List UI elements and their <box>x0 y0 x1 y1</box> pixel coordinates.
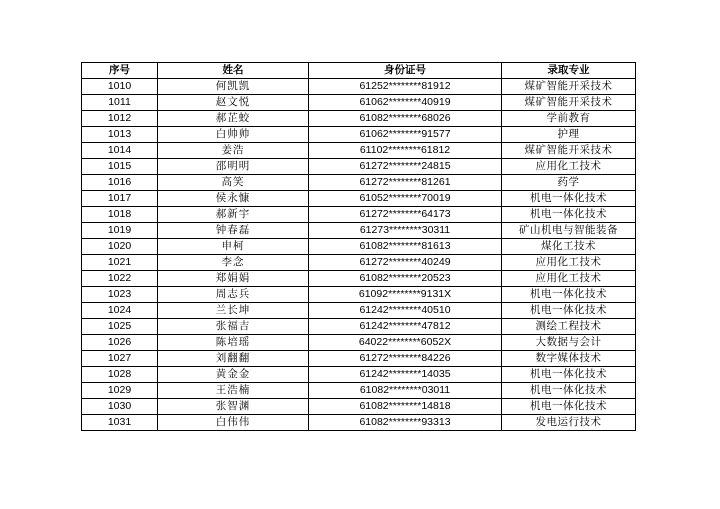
cell-id-number: 61092********9131X <box>309 287 502 303</box>
cell-id-number: 61272********24815 <box>309 159 502 175</box>
cell-major: 数字媒体技术 <box>502 351 636 367</box>
cell-major: 应用化工技术 <box>502 159 636 175</box>
cell-name: 周志兵 <box>158 287 309 303</box>
cell-serial: 1027 <box>82 351 158 367</box>
cell-major: 应用化工技术 <box>502 271 636 287</box>
cell-name: 李念 <box>158 255 309 271</box>
cell-serial: 1020 <box>82 239 158 255</box>
table-row <box>82 239 636 255</box>
cell-serial: 1028 <box>82 367 158 383</box>
table-row <box>82 79 636 95</box>
cell-major: 煤矿智能开采技术 <box>502 143 636 159</box>
cell-id-number: 61082********20523 <box>309 271 502 287</box>
table-row <box>82 303 636 319</box>
table-body <box>82 79 636 431</box>
cell-name: 钟春磊 <box>158 223 309 239</box>
cell-serial: 1013 <box>82 127 158 143</box>
cell-serial: 1015 <box>82 159 158 175</box>
cell-name: 陈培瑶 <box>158 335 309 351</box>
cell-id-number: 61242********14035 <box>309 367 502 383</box>
cell-name: 白伟伟 <box>158 415 309 431</box>
cell-name: 赵文悦 <box>158 95 309 111</box>
cell-serial: 1024 <box>82 303 158 319</box>
cell-name: 郑娟娟 <box>158 271 309 287</box>
cell-id-number: 61082********03011 <box>309 383 502 399</box>
table-row <box>82 175 636 191</box>
cell-major: 机电一体化技术 <box>502 383 636 399</box>
cell-serial: 1012 <box>82 111 158 127</box>
cell-major: 学前教育 <box>502 111 636 127</box>
table-row <box>82 383 636 399</box>
table-row <box>82 255 636 271</box>
cell-id-number: 61242********47812 <box>309 319 502 335</box>
cell-name: 王浩楠 <box>158 383 309 399</box>
cell-id-number: 61082********14818 <box>309 399 502 415</box>
cell-major: 机电一体化技术 <box>502 367 636 383</box>
header-name: 姓名 <box>158 63 309 79</box>
cell-major: 护理 <box>502 127 636 143</box>
cell-id-number: 61062********91577 <box>309 127 502 143</box>
cell-id-number: 61272********64173 <box>309 207 502 223</box>
cell-major: 发电运行技术 <box>502 415 636 431</box>
cell-name: 兰长坤 <box>158 303 309 319</box>
cell-id-number: 61102********61812 <box>309 143 502 159</box>
table-row <box>82 271 636 287</box>
cell-serial: 1014 <box>82 143 158 159</box>
cell-major: 测绘工程技术 <box>502 319 636 335</box>
cell-major: 大数据与会计 <box>502 335 636 351</box>
header-id-number: 身份证号 <box>309 63 502 79</box>
cell-id-number: 61082********93313 <box>309 415 502 431</box>
cell-serial: 1023 <box>82 287 158 303</box>
cell-id-number: 61272********40249 <box>309 255 502 271</box>
cell-major: 矿山机电与智能装备 <box>502 223 636 239</box>
cell-major: 药学 <box>502 175 636 191</box>
cell-name: 刘翻翻 <box>158 351 309 367</box>
cell-serial: 1010 <box>82 79 158 95</box>
cell-name: 申柯 <box>158 239 309 255</box>
table-row <box>82 159 636 175</box>
table-row <box>82 127 636 143</box>
cell-name: 郝芷蛟 <box>158 111 309 127</box>
cell-id-number: 61062********40919 <box>309 95 502 111</box>
cell-id-number: 61272********84226 <box>309 351 502 367</box>
cell-serial: 1031 <box>82 415 158 431</box>
cell-name: 邵明明 <box>158 159 309 175</box>
cell-name: 高笑 <box>158 175 309 191</box>
cell-serial: 1017 <box>82 191 158 207</box>
table-row <box>82 95 636 111</box>
cell-name: 黄金金 <box>158 367 309 383</box>
cell-major: 煤矿智能开采技术 <box>502 95 636 111</box>
cell-name: 姜浩 <box>158 143 309 159</box>
cell-serial: 1018 <box>82 207 158 223</box>
cell-serial: 1011 <box>82 95 158 111</box>
cell-serial: 1019 <box>82 223 158 239</box>
cell-serial: 1022 <box>82 271 158 287</box>
cell-id-number: 64022********6052X <box>309 335 502 351</box>
cell-serial: 1016 <box>82 175 158 191</box>
cell-serial: 1026 <box>82 335 158 351</box>
cell-major: 机电一体化技术 <box>502 399 636 415</box>
table-row <box>82 319 636 335</box>
cell-id-number: 61052********70019 <box>309 191 502 207</box>
table-row <box>82 111 636 127</box>
cell-major: 煤矿智能开采技术 <box>502 79 636 95</box>
cell-serial: 1021 <box>82 255 158 271</box>
header-major: 录取专业 <box>502 63 636 79</box>
table-row <box>82 335 636 351</box>
header-serial: 序号 <box>82 63 158 79</box>
admission-table <box>81 62 636 431</box>
table-header-row <box>82 63 636 79</box>
cell-name: 张智渊 <box>158 399 309 415</box>
cell-serial: 1029 <box>82 383 158 399</box>
cell-major: 机电一体化技术 <box>502 191 636 207</box>
cell-serial: 1030 <box>82 399 158 415</box>
cell-id-number: 61242********40510 <box>309 303 502 319</box>
cell-name: 何凯凯 <box>158 79 309 95</box>
table-row <box>82 191 636 207</box>
cell-id-number: 61252********81912 <box>309 79 502 95</box>
table-row <box>82 399 636 415</box>
cell-name: 侯永慷 <box>158 191 309 207</box>
cell-id-number: 61272********81261 <box>309 175 502 191</box>
cell-major: 机电一体化技术 <box>502 207 636 223</box>
table-row <box>82 143 636 159</box>
table-row <box>82 367 636 383</box>
cell-id-number: 61273********30311 <box>309 223 502 239</box>
cell-id-number: 61082********81613 <box>309 239 502 255</box>
table-row <box>82 223 636 239</box>
table-row <box>82 351 636 367</box>
table-row <box>82 287 636 303</box>
cell-name: 郝新宇 <box>158 207 309 223</box>
table-row <box>82 415 636 431</box>
table-row <box>82 207 636 223</box>
cell-serial: 1025 <box>82 319 158 335</box>
cell-major: 应用化工技术 <box>502 255 636 271</box>
cell-name: 白帅帅 <box>158 127 309 143</box>
cell-major: 机电一体化技术 <box>502 287 636 303</box>
cell-major: 机电一体化技术 <box>502 303 636 319</box>
cell-name: 张福吉 <box>158 319 309 335</box>
cell-id-number: 61082********68026 <box>309 111 502 127</box>
cell-major: 煤化工技术 <box>502 239 636 255</box>
